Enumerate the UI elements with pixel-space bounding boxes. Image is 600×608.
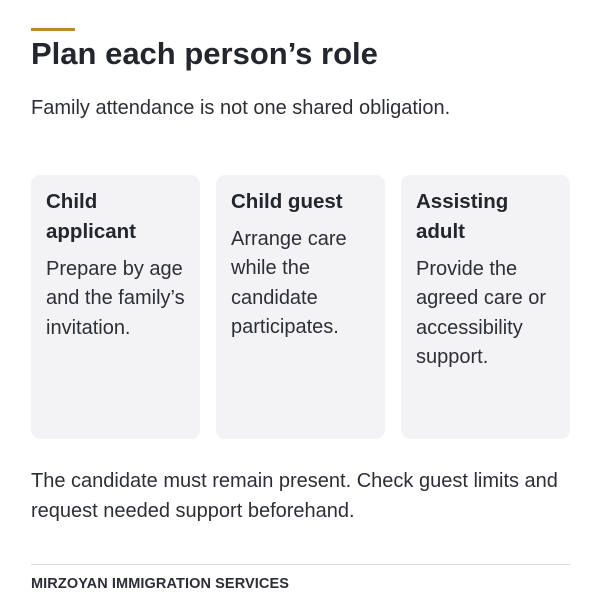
footer-divider bbox=[31, 564, 570, 565]
organization-name: MIRZOYAN IMMIGRATION SERVICES bbox=[31, 576, 290, 592]
role-card-text: Provide the agreed care or accessibility support. bbox=[416, 258, 547, 368]
accent-bar bbox=[31, 28, 75, 31]
role-card-title: Child guest bbox=[231, 190, 343, 213]
role-cards bbox=[31, 175, 570, 439]
role-card-title: Child applicant bbox=[46, 190, 136, 243]
role-card-title: Assisting adult bbox=[416, 190, 509, 243]
role-card-child-applicant bbox=[31, 175, 200, 439]
role-card-child-guest bbox=[216, 175, 385, 439]
page-title: Plan each person’s role bbox=[31, 36, 378, 71]
role-card-assisting-adult bbox=[401, 175, 570, 439]
role-card-text: Arrange care while the candidate participates. bbox=[231, 228, 347, 338]
role-card-text: Prepare by age and the family’s invitation. bbox=[46, 258, 185, 339]
attendance-note: The candidate must remain present. Check guest limits and request needed support beforehand. bbox=[31, 470, 558, 522]
intro-text: Family attendance is not one shared obligation. bbox=[31, 97, 451, 119]
